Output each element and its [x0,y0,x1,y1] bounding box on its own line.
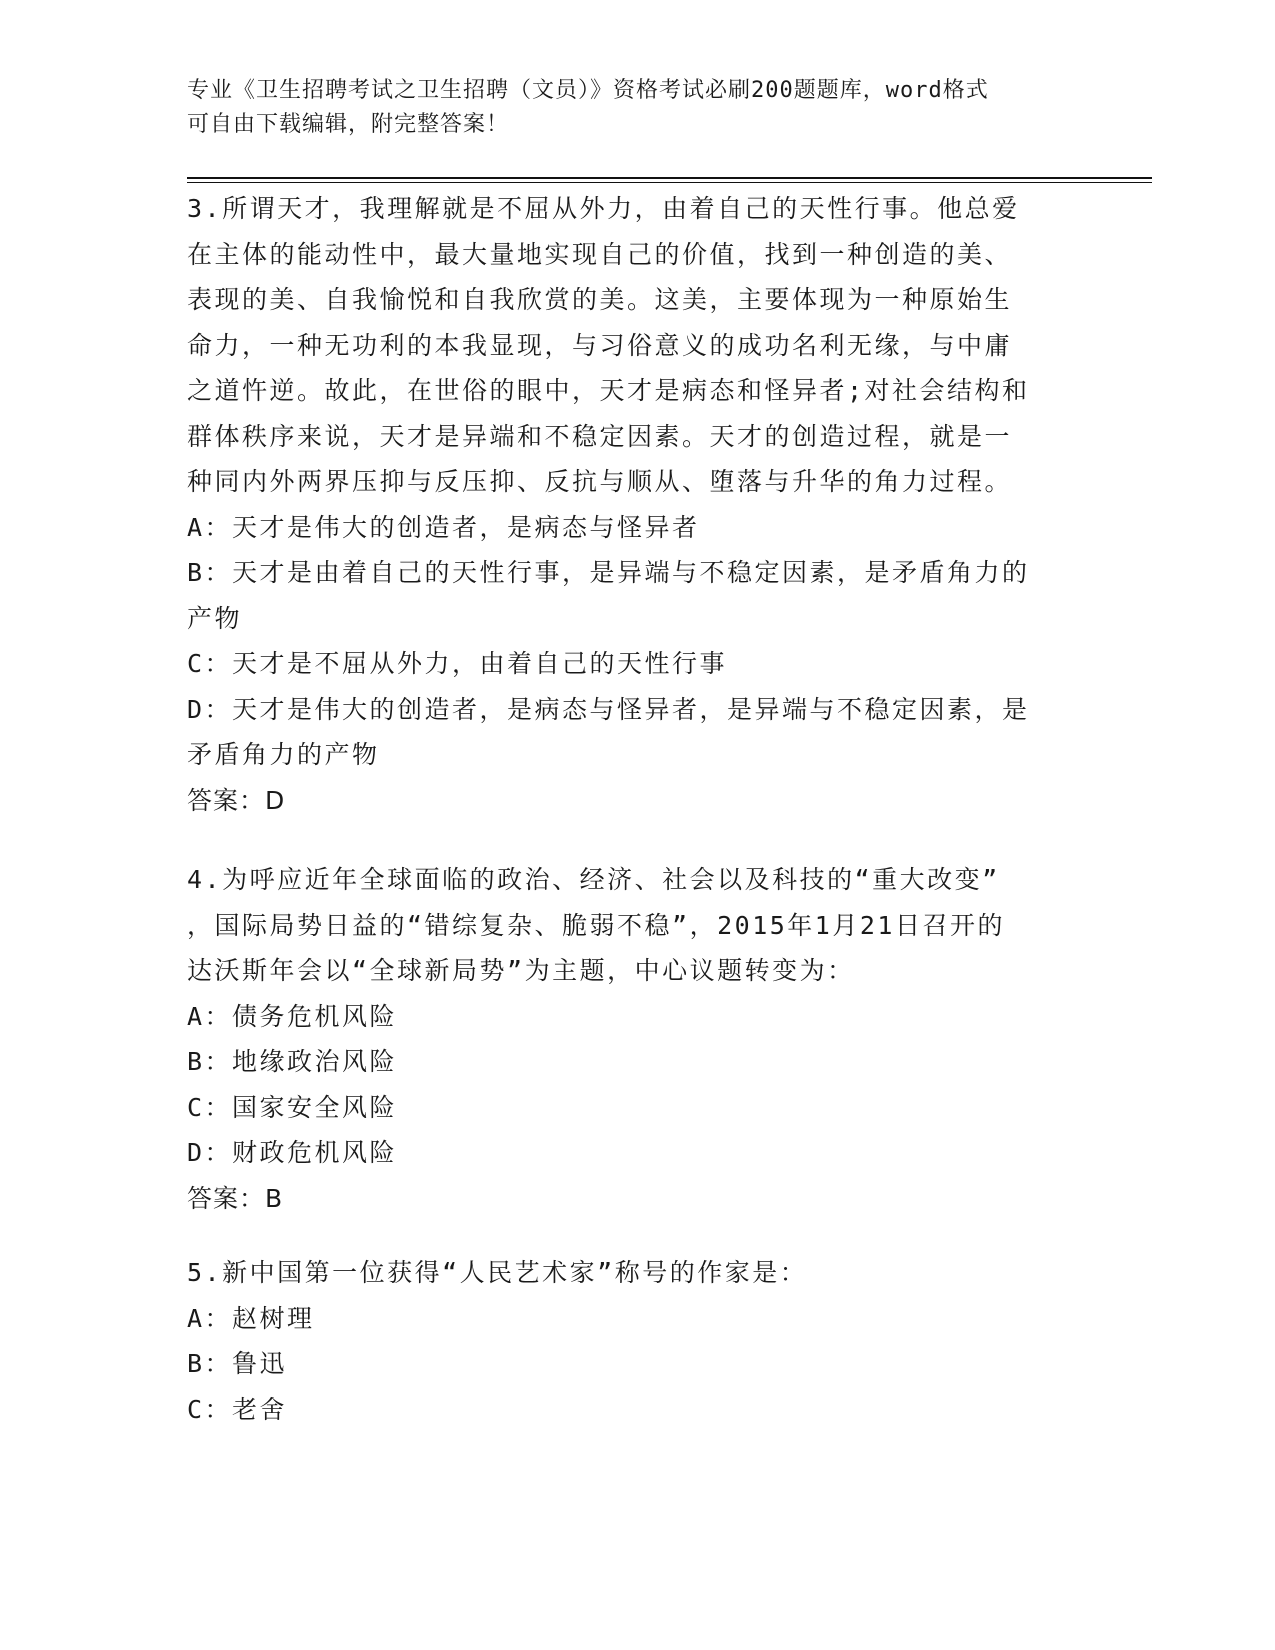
question-4-answer: 答案：B [187,1183,284,1213]
question-4-option-a: A：债务危机风险 [187,1001,398,1031]
question-5-option-c: C：老舍 [187,1394,288,1424]
question-4 [187,857,1087,1221]
question-5-stem-line: 5.新中国第一位获得“人民艺术家”称号的作家是： [187,1258,808,1287]
question-4-stem-line: 达沃斯年会以“全球新局势”为主题，中心议题转变为： [187,956,855,985]
question-5-option-b: B：鲁迅 [187,1349,288,1378]
header-line-1: 专业《卫生招聘考试之卫生招聘（文员）》资格考试必刷200题题库，word格式 [187,78,989,103]
question-3-stem-line: 种同内外两界压抑与反压抑、反抗与顺从、堕落与升华的角力过程。 [187,467,1013,496]
question-3-option-d: D：天才是伟大的创造者，是病态与怪异者，是异端与不稳定因素，是 [187,694,1030,724]
document-header [187,74,1087,142]
question-3-option-c: C：天才是不屈从外力，由着自己的天性行事 [187,649,728,678]
question-3-answer: 答案：D [187,785,286,815]
question-5 [187,1250,1087,1432]
header-divider-thin [187,182,1152,183]
question-3-stem-line: 表现的美、自我愉悦和自我欣赏的美。这美，主要体现为一种原始生 [187,285,1013,314]
header-divider-thick [187,177,1152,179]
question-3-option-b-continued: 产物 [187,603,243,633]
question-3-stem-line: 命力，一种无功利的本我显现，与习俗意义的成功名利无缘，与中庸 [187,330,1013,360]
question-3-stem-line: 在主体的能动性中，最大量地实现自己的价值，找到一种创造的美、 [187,239,1013,269]
question-4-option-c: C：国家安全风险 [187,1092,398,1122]
question-3-option-a: A：天才是伟大的创造者，是病态与怪异者 [187,512,700,542]
header-line-2: 可自由下载编辑，附完整答案！ [187,112,510,137]
question-3-stem-line: 3.所谓天才，我理解就是不屈从外力，由着自己的天性行事。他总爱 [187,194,1020,223]
question-4-option-d: D：财政危机风险 [187,1138,398,1167]
question-3-stem-line: 群体秩序来说，天才是异端和不稳定因素。天才的创造过程，就是一 [187,421,1013,451]
question-3 [187,186,1087,823]
question-4-stem-line: 4.为呼应近年全球面临的政治、经济、社会以及科技的“重大改变” [187,865,1000,894]
question-5-option-a: A：赵树理 [187,1303,315,1333]
question-3-option-d-continued: 矛盾角力的产物 [187,740,380,769]
question-3-stem-line: 之道忤逆。故此，在世俗的眼中，天才是病态和怪异者;对社会结构和 [187,376,1030,405]
question-3-option-b: B：天才是由着自己的天性行事，是异端与不稳定因素，是矛盾角力的 [187,558,1030,587]
question-4-option-b: B：地缘政治风险 [187,1047,398,1076]
question-4-stem-line: ，国际局势日益的“错综复杂、脆弱不稳”，2015年1月21日召开的 [187,910,1005,940]
